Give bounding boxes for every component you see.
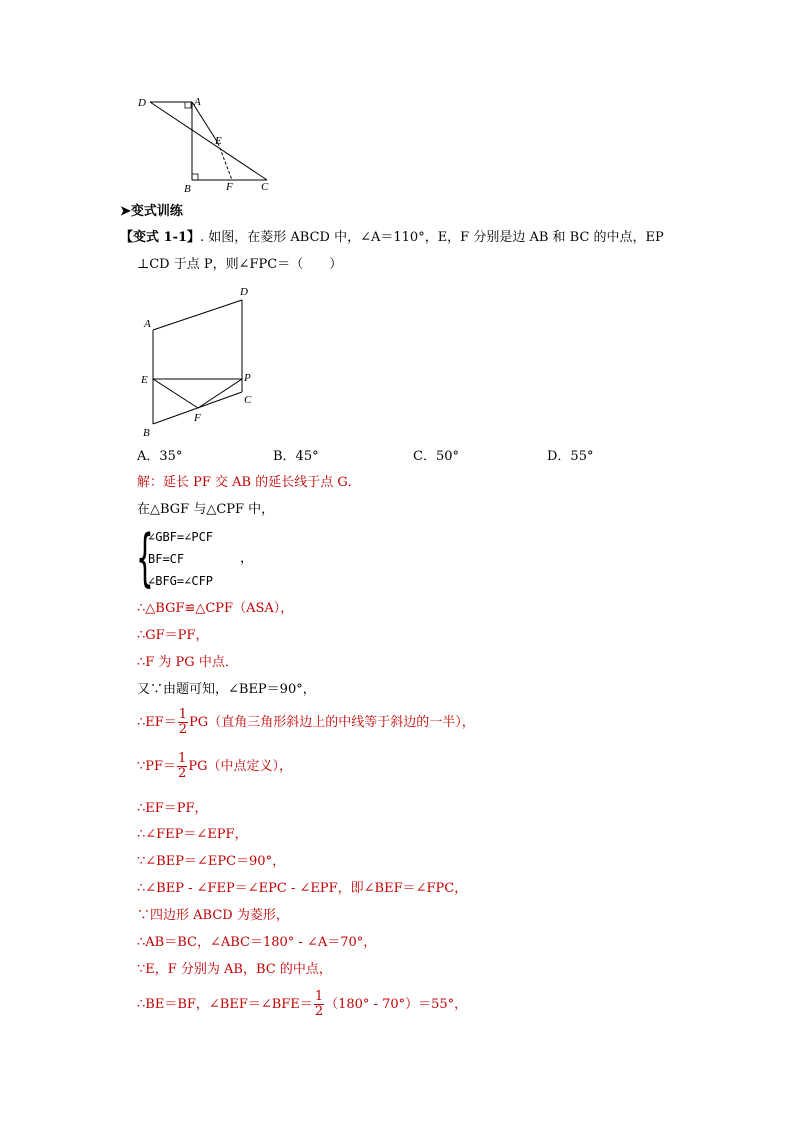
label-B: B xyxy=(143,427,150,439)
solution-line-7: ∴EF＝ $\frac{1}{2}$ PG（直角三角形斜边上的中线等于斜边的一半）， xyxy=(137,707,475,737)
option-a: A．35° xyxy=(137,449,183,464)
label-A: A xyxy=(144,318,151,330)
option-c: C．50° xyxy=(413,449,459,464)
segment-PF xyxy=(198,379,242,408)
section-title: ➤变式训练 xyxy=(120,204,183,219)
segment-DC xyxy=(150,102,267,180)
solution-line-15: ∵E，F 分别为 AB，BC 的中点， xyxy=(137,962,332,977)
label-B: B xyxy=(184,183,191,195)
fraction-half: $\frac{1}{2}$ xyxy=(178,751,187,781)
label-E: E xyxy=(215,135,222,147)
solution-line-8: ∵PF＝ $\frac{1}{2}$ PG（中点定义）， xyxy=(137,751,292,781)
system-row-3: ∠BFG=∠CFP xyxy=(148,574,214,588)
figure-2 xyxy=(136,282,266,442)
solution-line-16: ∴BE＝BF，∠BEF＝∠BFE＝ $\frac{1}{2}$ （180° - 70°）＝55°， xyxy=(137,989,468,1019)
solution-line-10: ∴∠FEP＝∠EPF， xyxy=(137,827,248,842)
label-A: A xyxy=(194,96,201,108)
solution-line-6: 又∵由题可知，∠BEP＝90°， xyxy=(137,682,316,697)
system-row-2: BF=CF xyxy=(148,552,185,566)
label-E: E xyxy=(141,374,148,386)
solution-line-1: 解：延长 PF 交 AB 的延长线于点 G． xyxy=(137,475,361,490)
label-D: D xyxy=(240,286,248,298)
label-C: C xyxy=(244,394,252,406)
solution-line-4: ∴GF＝PF， xyxy=(137,628,209,643)
problem-text-1: . 如图，在菱形 ABCD 中，∠A＝110°，E，F 分别是边 AB 和 BC 的中点，EP xyxy=(200,230,664,245)
label-P: P xyxy=(244,372,251,384)
label-C: C xyxy=(261,181,269,193)
fraction-half: $\frac{1}{2}$ xyxy=(178,707,188,737)
problem-line-2: ⊥CD 于点 P，则∠FPC＝（ ） xyxy=(137,257,343,272)
solution-line-14: ∴AB＝BC，∠ABC＝180° - ∠A＝70°， xyxy=(137,935,377,950)
solution-line-12: ∴∠BEP - ∠FEP＝∠EPC - ∠EPF，即∠BEF＝∠FPC， xyxy=(137,881,468,896)
fraction-half: $\frac{1}{2}$ xyxy=(314,989,324,1019)
arrow-bullet-icon: ➤ xyxy=(120,204,131,219)
label-F: F xyxy=(194,412,201,424)
system-row-1: ∠GBF=∠PCF xyxy=(148,530,214,544)
label-F: F xyxy=(226,181,233,193)
option-b: B．45° xyxy=(273,449,319,464)
label-D: D xyxy=(138,97,146,109)
right-angle-A xyxy=(185,102,191,108)
solution-line-13: ∵四边形 ABCD 为菱形， xyxy=(137,908,289,923)
system-comma: ， xyxy=(240,551,254,566)
problem-tag: 【变式 1-1】 xyxy=(120,230,201,245)
solution-line-5: ∴F 为 PG 中点． xyxy=(137,655,238,670)
problem-line-1 xyxy=(120,230,664,246)
side-AD xyxy=(153,300,242,330)
segment-EF-dashed xyxy=(218,143,232,180)
figure-1 xyxy=(130,92,280,197)
segment-EF xyxy=(153,379,198,408)
solution-line-2: 在△BGF 与△CPF 中， xyxy=(137,502,275,517)
option-d: D．55° xyxy=(547,449,594,464)
right-angle-B xyxy=(192,174,198,180)
solution-line-9: ∴EF＝PF， xyxy=(137,801,208,816)
system-brace: { xyxy=(136,521,154,594)
solution-line-11: ∵∠BEP＝∠EPC＝90°， xyxy=(137,854,286,869)
solution-line-3: ∴△BGF≌△CPF（ASA）， xyxy=(137,601,294,616)
